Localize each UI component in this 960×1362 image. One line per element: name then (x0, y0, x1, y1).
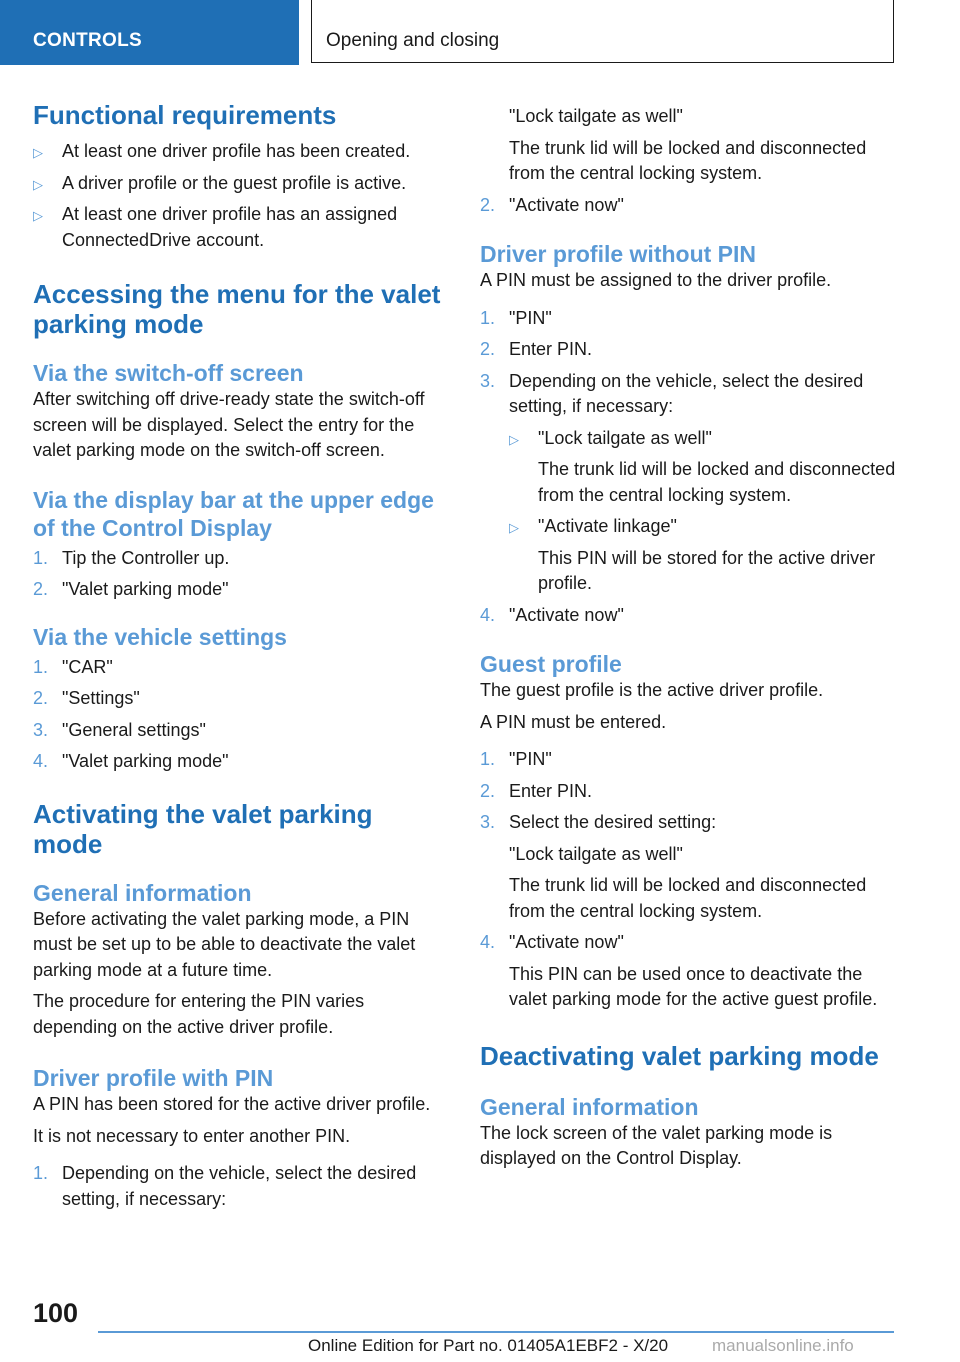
paragraph: The trunk lid will be locked and disconnected from the central locking system. (509, 875, 867, 921)
paragraph: A PIN has been stored for the active driver profile. (33, 1094, 431, 1114)
heading-general-information-2: General information (480, 1093, 699, 1120)
right-column (480, 104, 900, 1172)
heading-functional-requirements: Functional requirements (33, 100, 337, 130)
list-item: 1. Tip the Controller up. (33, 547, 230, 568)
section-tab (0, 0, 299, 65)
list-item: 3. "General settings" (33, 719, 206, 740)
list-item: 2. Enter PIN. (480, 339, 593, 359)
list-item: ▷ A driver profile or the guest profile is active. (33, 171, 448, 197)
paragraph: This PIN can be used once to deactivate the valet parking mode for the active guest profile. (509, 963, 878, 1009)
paragraph: Before activating the valet parking mode, a PIN must be set up to be able to deactivate the valet parking mode at a future time. (33, 908, 416, 980)
list-item: ▷ "Lock tailgate as well" (480, 426, 900, 452)
triangle-bullet-icon: ▷ (33, 176, 43, 192)
heading-driver-without-pin: Driver profile without PIN (480, 241, 757, 267)
list-item: 1. "CAR" (33, 656, 113, 677)
list-item: 1. "PIN" (480, 749, 552, 769)
triangle-bullet-icon: ▷ (509, 520, 519, 535)
paragraph: The trunk lid will be locked and disconnected from the central locking system. (509, 137, 867, 183)
paragraph: The lock screen of the valet parking mode is displayed on the Control Display. (480, 1122, 833, 1168)
paragraph: This PIN will be stored for the active driver profile. (538, 547, 876, 593)
chapter-tab (311, 0, 894, 63)
paragraph: "Lock tailgate as well" (509, 843, 683, 864)
list-item: 2. "Settings" (33, 688, 140, 708)
list-item: 3. Select the desired setting: (480, 812, 717, 832)
heading-deactivating: Deactivating valet parking mode (480, 1040, 879, 1071)
heading-switch-off-screen: Via the switch-off screen (33, 360, 304, 386)
paragraph: After switching off drive-ready state the switch-off screen will be displayed. Select the entry for the valet parking mode on the switch-off screen. (33, 389, 425, 460)
list-item: 2. "Activate now" (480, 194, 624, 215)
list-item: 4. "Valet parking mode" (33, 751, 229, 771)
triangle-bullet-icon: ▷ (509, 431, 519, 447)
paragraph: The trunk lid will be locked and disconnected from the central locking system. (538, 459, 896, 505)
page-number: 100 (33, 1298, 79, 1328)
watermark: manualsonline.info (712, 1336, 854, 1355)
heading-vehicle-settings: Via the vehicle settings (33, 623, 287, 650)
heading-activating: Activating the valet parking mode (33, 798, 373, 859)
list-item: 4. "Activate now" (480, 604, 624, 625)
list-item: 3. Depending on the vehicle, select the desired setting, if necessary: (480, 370, 864, 416)
list-item: 1. "PIN" (480, 307, 552, 328)
triangle-bullet-icon: ▷ (33, 145, 43, 160)
paragraph: A PIN must be entered. (480, 711, 667, 732)
paragraph: The guest profile is the active driver profile. (480, 680, 824, 700)
list-item: ▷ "Activate linkage" (480, 514, 900, 540)
heading-accessing-menu: Accessing the menu for the valet parking mode (33, 279, 441, 339)
list-item: 2. Enter PIN. (480, 780, 593, 801)
paragraph: "Lock tailgate as well" (509, 106, 683, 126)
list-item: ▷ At least one driver profile has an assigned ConnectedDrive account. (33, 204, 398, 250)
list-item: ▷ At least one driver profile has been created. (33, 139, 448, 165)
section-title: CONTROLS (33, 30, 143, 51)
left-column (33, 100, 448, 1212)
paragraph: The procedure for entering the PIN varies depending on the active driver profile. (33, 991, 365, 1037)
triangle-bullet-icon: ▷ (33, 208, 43, 223)
footer-edition: Online Edition for Part no. 01405A1EBF2 - X/20 (308, 1336, 669, 1355)
heading-display-bar: Via the display bar at the upper edge of the Control Display (33, 486, 434, 541)
heading-general-information: General information (33, 879, 252, 906)
paragraph: A PIN must be assigned to the driver profile. (480, 270, 832, 290)
footer-divider (98, 1331, 894, 1333)
chapter-title: Opening and closing (326, 30, 500, 51)
list-item: 2. "Valet parking mode" (33, 579, 229, 599)
heading-driver-with-pin: Driver profile with PIN (33, 1065, 274, 1091)
heading-guest-profile: Guest profile (480, 651, 622, 677)
list-item: 1. Depending on the vehicle, select the desired setting, if necessary: (33, 1163, 417, 1209)
list-item: 4. "Activate now" (480, 932, 624, 952)
paragraph: It is not necessary to enter another PIN. (33, 1125, 351, 1146)
